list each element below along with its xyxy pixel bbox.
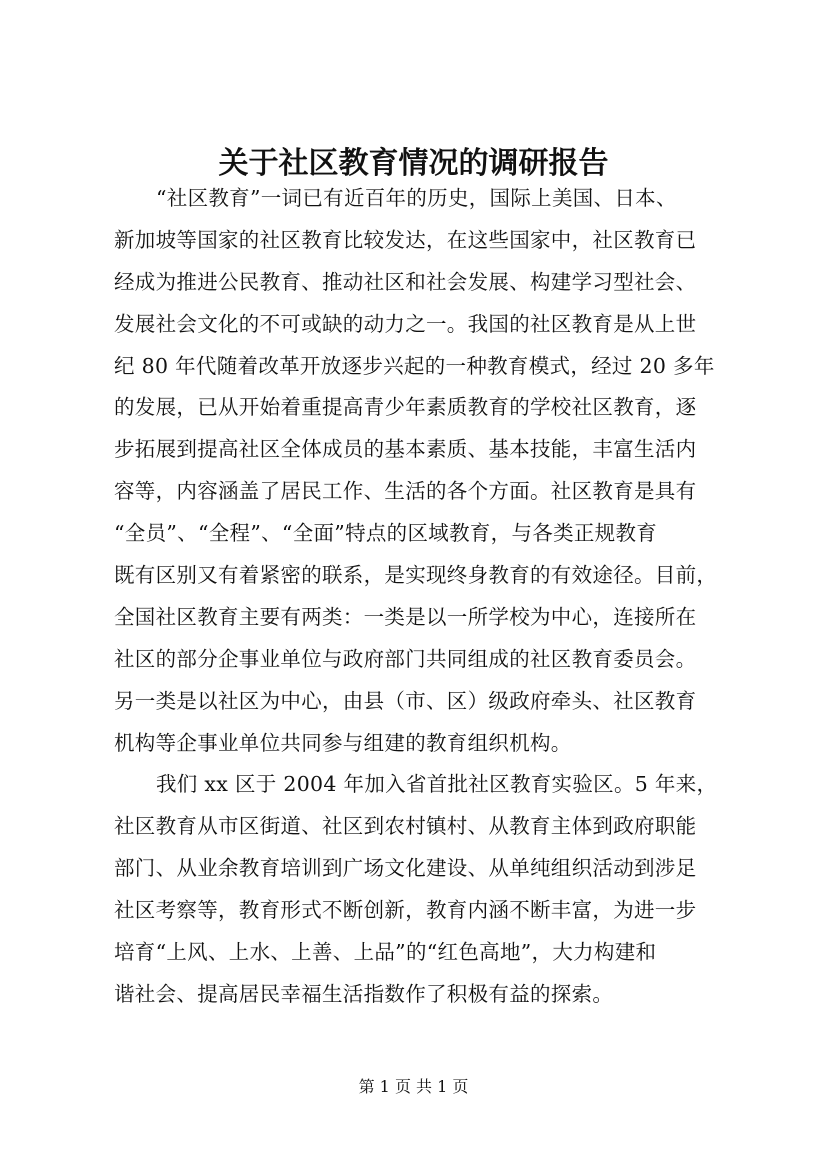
paragraph-line: 经成为推进公民教育、推动社区和社会发展、构建学习型社会、 — [114, 269, 697, 294]
paragraph-line: 步拓展到提高社区全体成员的基本素质、基本技能，丰富生活内 — [114, 437, 697, 462]
paragraph-line: 社区的部分企事业单位与政府部门共同组成的社区教育委员会。 — [114, 646, 697, 671]
paragraph-line: 机构等企事业单位共同参与组建的教育组织机构。 — [114, 730, 572, 755]
paragraph-line: 我们 xx 区于 2004 年加入省首批社区教育实验区。5 年来， — [156, 772, 718, 797]
paragraph-line: 容等，内容涵盖了居民工作、生活的各个方面。社区教育是具有 — [114, 479, 697, 504]
paragraph-2 — [114, 764, 746, 1015]
paragraph-line: 培育“上风、上水、上善、上品”的“红色高地”，大力构建和 — [114, 940, 657, 965]
paragraph-line: 的发展，已从开始着重提高青少年素质教育的学校社区教育，逐 — [114, 395, 697, 420]
paragraph-line: 新加坡等国家的社区教育比较发达，在这些国家中，社区教育已 — [114, 227, 697, 252]
paragraph-line: 纪 80 年代随着改革开放逐步兴起的一种教育模式，经过 20 多年 — [114, 353, 715, 378]
paragraph-line: “社区教育”一词已有近百年的历史，国际上美国、日本、 — [156, 186, 677, 210]
paragraph-line: 社区考察等，教育形式不断创新，教育内涵不断丰富，为进一步 — [114, 898, 697, 923]
document-title: 关于社区教育情况的调研报告 — [218, 146, 609, 181]
paragraph-line: 全国社区教育主要有两类：一类是以一所学校为中心，连接所在 — [114, 604, 697, 629]
paragraph-line: “全员”、“全程”、“全面”特点的区域教育，与各类正规教育 — [114, 521, 658, 546]
paragraph-line: 另一类是以社区为中心，由县（市、区）级政府牵头、社区教育 — [114, 688, 697, 713]
paragraph-line: 部门、从业余教育培训到广场文化建设、从单纯组织活动到涉足 — [114, 856, 697, 881]
paragraph-1 — [114, 178, 746, 764]
paragraph-line: 社区教育从市区街道、社区到农村镇村、从教育主体到政府职能 — [114, 814, 697, 839]
document-body — [114, 178, 746, 1016]
paragraph-line: 发展社会文化的不可或缺的动力之一。我国的社区教育是从上世 — [114, 311, 697, 336]
page-footer: 第 1 页 共 1 页 — [358, 1077, 469, 1096]
paragraph-line: 谐社会、提高居民幸福生活指数作了积极有益的探索。 — [114, 981, 614, 1006]
paragraph-line: 既有区别又有着紧密的联系，是实现终身教育的有效途径。目前， — [114, 563, 718, 588]
